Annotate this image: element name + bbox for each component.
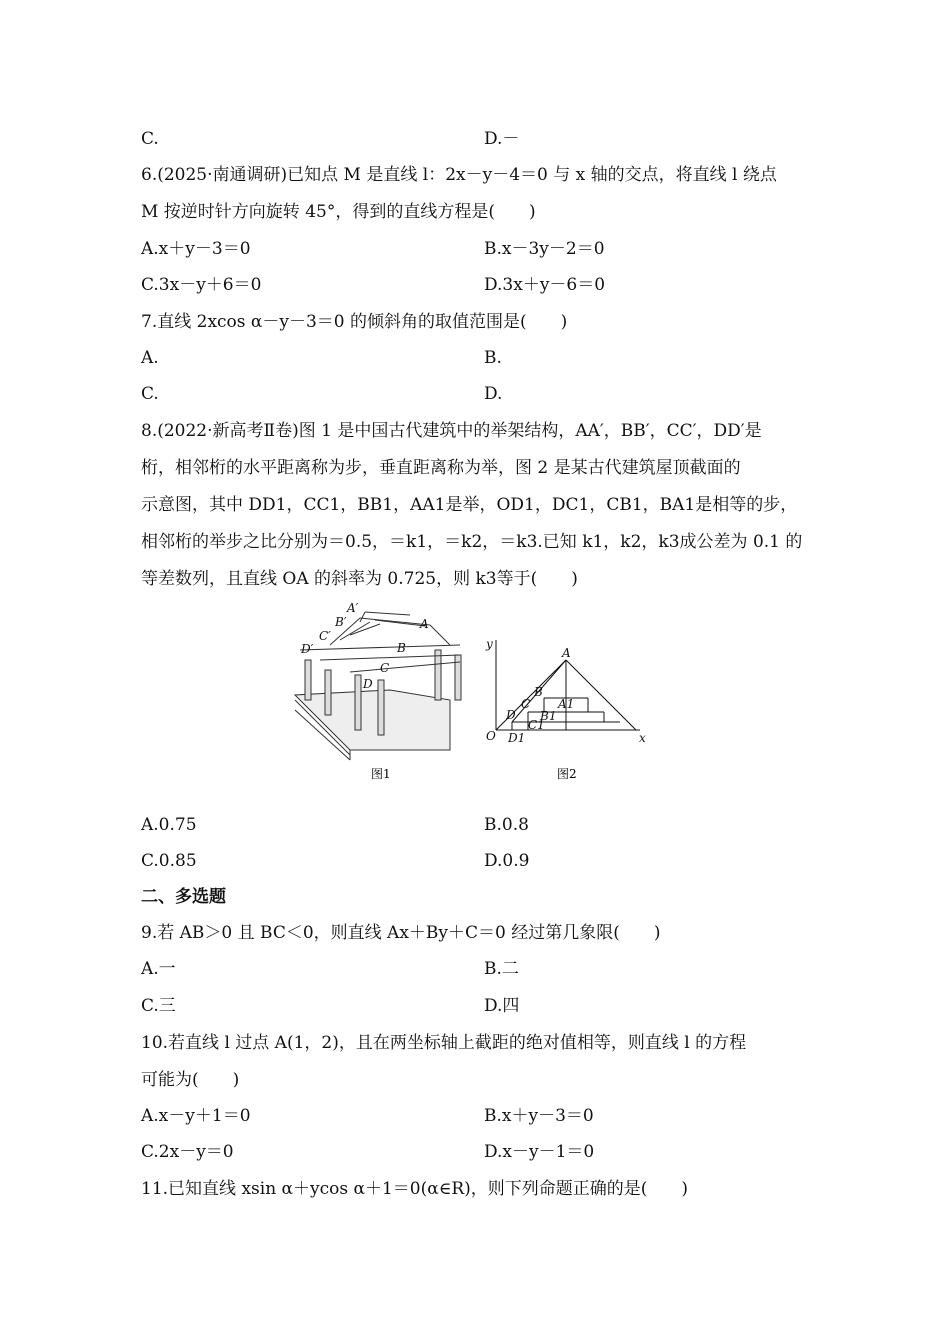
q7-option-c: C.: [141, 384, 159, 404]
q5-option-c: C.: [141, 129, 159, 149]
label-a1: A1: [558, 697, 575, 711]
q11-stem: 11.已知直线 xsin α＋ycos α＋1＝0(α∈R)，则下列命题正确的是( ): [141, 1179, 689, 1199]
section-title-multiple-choice: 二、多选题: [141, 887, 226, 907]
q10-option-b: B.x＋y－3＝0: [484, 1106, 594, 1126]
q6-option-b: B.x－3y－2＝0: [484, 239, 605, 259]
q9-option-b: B.二: [484, 959, 519, 979]
q6-option-a: A.x＋y－3＝0: [141, 239, 251, 259]
label-d: D: [363, 677, 373, 691]
q9-option-d: D.四: [484, 996, 520, 1016]
q8-option-a: A.0.75: [141, 815, 197, 835]
q7-option-d: D.: [484, 384, 503, 404]
label-c: C: [521, 697, 531, 711]
figure2-caption: 图2: [557, 767, 577, 781]
q8-stem-line4: 相邻桁的举步之比分别为＝0.5，＝k1，＝k2，＝k3.已知 k1，k2，k3成公差为 0.1 的: [141, 532, 803, 552]
q8-stem-line2: 桁，相邻桁的水平距离称为步，垂直距离称为举，图 2 是某古代建筑屋顶截面的: [141, 458, 741, 478]
q10-option-a: A.x－y＋1＝0: [141, 1106, 251, 1126]
q6-stem-line2: M 按逆时针方向旋转 45°，得到的直线方程是( ): [141, 202, 536, 222]
label-a-prime: A′: [347, 601, 359, 615]
q6-stem-line1: 6.(2025·南通调研)已知点 M 是直线 l：2x－y－4＝0 与 x 轴的交点，将直线 l 绕点: [141, 165, 777, 185]
q9-option-c: C.三: [141, 996, 176, 1016]
label-y-axis: y: [486, 637, 493, 651]
q8-stem-line5: 等差数列，且直线 OA 的斜率为 0.725，则 k3等于( ): [141, 569, 578, 589]
q10-stem-line1: 10.若直线 l 过点 A(1，2)，且在两坐标轴上截距的绝对值相等，则直线 l 的方程: [141, 1033, 747, 1053]
label-d1: D1: [508, 731, 526, 745]
label-c1: C1: [528, 718, 545, 732]
q9-option-a: A.一: [141, 959, 176, 979]
q7-option-b: B.: [484, 348, 502, 368]
label-d: D: [506, 708, 516, 722]
label-b-prime: B′: [335, 615, 347, 629]
q8-option-c: C.0.85: [141, 851, 197, 871]
q8-stem-line3: 示意图，其中 DD1，CC1，BB1，AA1是举，OD1，DC1，CB1，BA1是相等的步，: [141, 495, 798, 515]
label-x-axis: x: [639, 731, 646, 745]
label-b: B: [534, 685, 543, 699]
q5-option-d: D.－: [484, 129, 520, 149]
figure1-caption: 图1: [371, 767, 391, 781]
q10-option-c: C.2x－y＝0: [141, 1142, 234, 1162]
q8-option-d: D.0.9: [484, 851, 530, 871]
label-b: B: [397, 641, 406, 655]
label-c: C: [380, 661, 390, 675]
q8-option-b: B.0.8: [484, 815, 529, 835]
q7-option-a: A.: [141, 348, 159, 368]
label-b1: B1: [540, 709, 557, 723]
label-a: A: [420, 617, 429, 631]
q9-stem: 9.若 AB＞0 且 BC＜0，则直线 Ax＋By＋C＝0 经过第几象限( ): [141, 923, 661, 943]
q8-figure-drawing: [290, 600, 660, 790]
label-c-prime: C′: [319, 629, 331, 643]
q6-option-c: C.3x－y＋6＝0: [141, 275, 262, 295]
q8-figures: [290, 600, 660, 790]
q6-option-d: D.3x＋y－6＝0: [484, 275, 606, 295]
q8-stem-line1: 8.(2022·新高考Ⅱ卷)图 1 是中国古代建筑中的举架结构，AA′，BB′，CC′，DD′是: [141, 421, 762, 441]
q10-stem-line2: 可能为( ): [141, 1070, 240, 1090]
label-d-prime: D′: [301, 642, 314, 656]
q10-option-d: D.x－y－1＝0: [484, 1142, 595, 1162]
q7-stem: 7.直线 2xcos α－y－3＝0 的倾斜角的取值范围是( ): [141, 312, 568, 332]
label-a: A: [562, 646, 571, 660]
label-o: O: [486, 729, 496, 743]
